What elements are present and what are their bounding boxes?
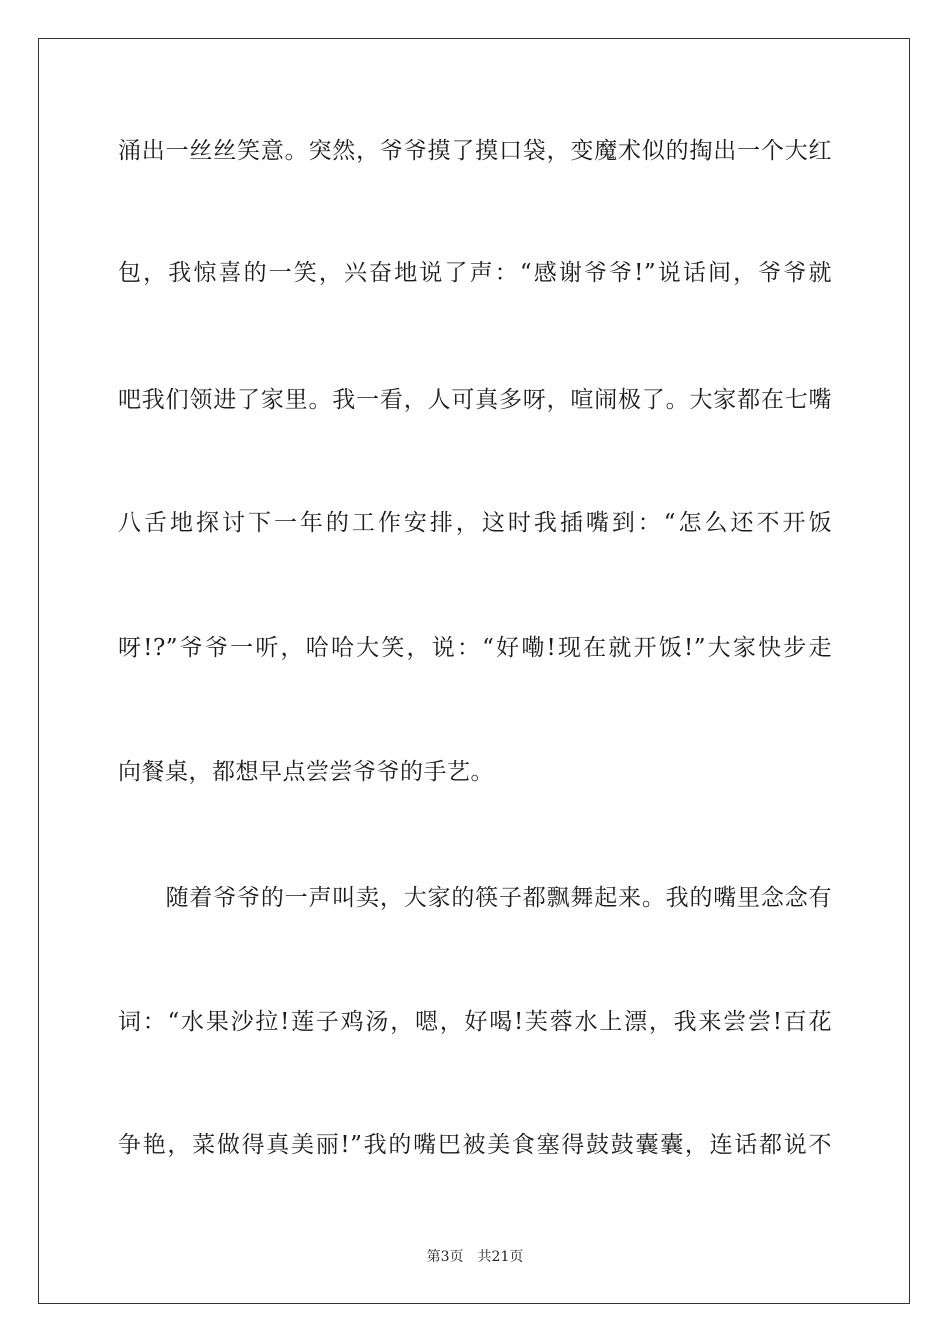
page-border bbox=[38, 38, 910, 1304]
body-text-line-1: 涌出一丝丝笑意。突然，爷爷摸了摸口袋，变魔术似的掏出一个大红 bbox=[118, 138, 832, 164]
body-text-line-9: 争艳，菜做得真美丽!”我的嘴巴被美食塞得鼓鼓囊囊，连话都说不 bbox=[118, 1132, 832, 1158]
body-text-line-2: 包，我惊喜的一笑，兴奋地说了声：“感谢爷爷!”说话间，爷爷就 bbox=[118, 260, 832, 286]
body-text-line-6: 向餐桌，都想早点尝尝爷爷的手艺。 bbox=[118, 759, 494, 785]
body-text-line-3: 吧我们领进了家里。我一看，人可真多呀，喧闹极了。大家都在七嘴 bbox=[118, 387, 832, 413]
body-text-line-7: 随着爷爷的一声叫卖，大家的筷子都飘舞起来。我的嘴里念念有 bbox=[118, 885, 832, 911]
page-number-footer: 第3页 共21页 bbox=[426, 1249, 524, 1265]
body-text-line-5: 呀!?”爷爷一听，哈哈大笑，说：“好嘞!现在就开饭!”大家快步走 bbox=[118, 635, 832, 661]
body-text-line-8: 词：“水果沙拉!莲子鸡汤，嗯，好喝!芙蓉水上漂，我来尝尝!百花 bbox=[118, 1009, 832, 1035]
body-text-line-4: 八舌地探讨下一年的工作安排，这时我插嘴到：“怎么还不开饭 bbox=[118, 510, 832, 536]
